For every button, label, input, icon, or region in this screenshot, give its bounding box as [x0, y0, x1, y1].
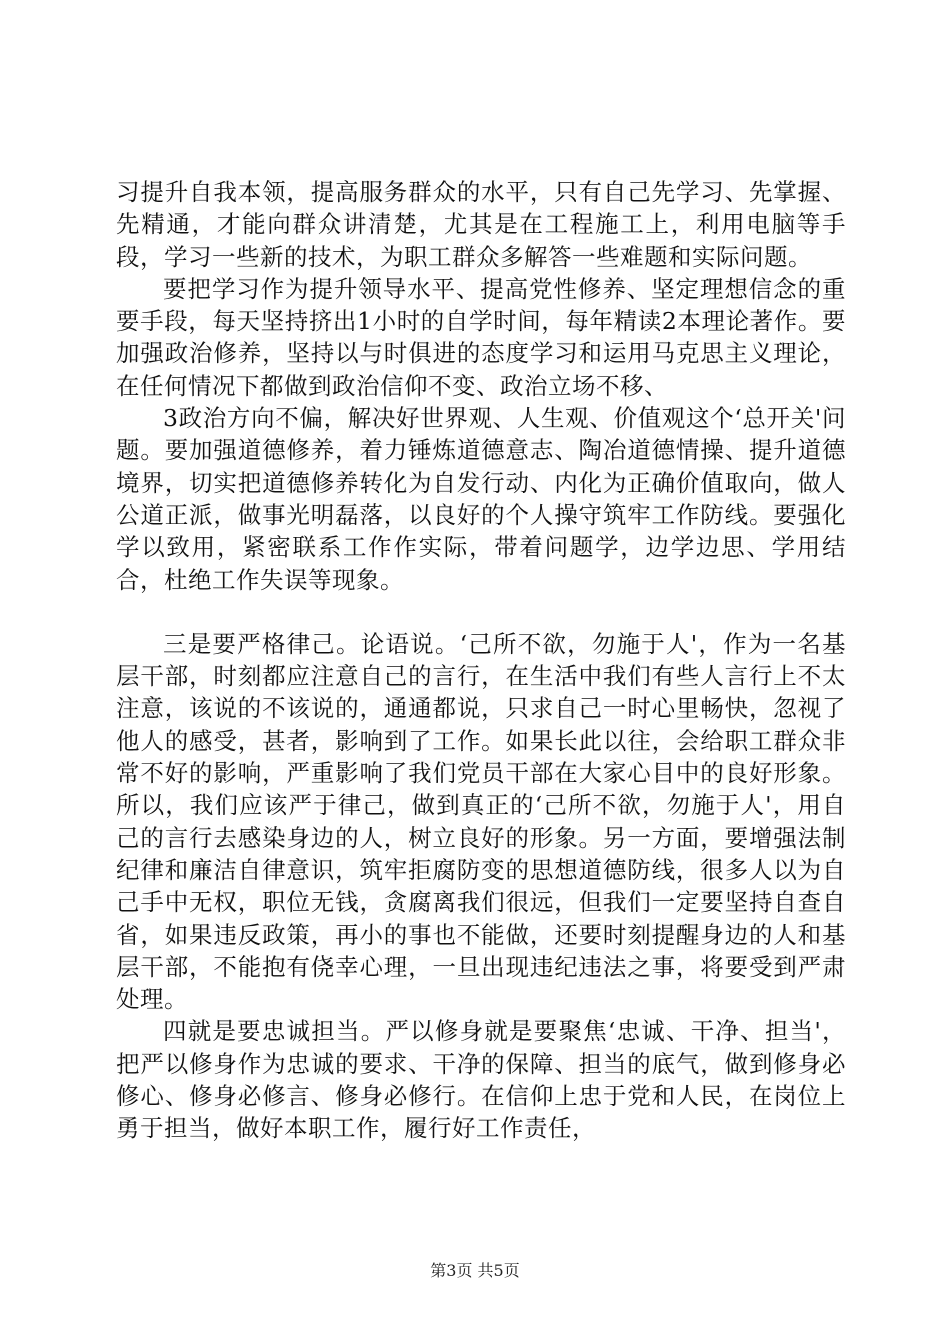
paragraph-4: 三是要严格律己。论语说。‘己所不欲，勿施于人'，作为一名基层干部，时刻都应注意自己的言行，在生活中我们有些人言行上不太注意，该说的不该说的，通通都说，只求自己一时心里畅快，忽视了他人的感受，甚者，影响到了工作。如果长此以往，会给职工群众非常不好的影响，严重影响了我们党员干部在大家心目中的良好形象。所以，我们应该严于律己，做到真正的‘己所不欲，勿施于人'，用自己的言行去感染身边的人，树立良好的形象。另一方面，要增强法制纪律和廉洁自律意识，筑牢拒腐防变的思想道德防线，很多人以为自己手中无权，职位无钱，贪腐离我们很远，但我们一定要坚持自查自省，如果违反政策，再小的事也不能做，还要时刻提醒身边的人和基层干部，不能抱有侥幸心理，一旦出现违纪违法之事，将要受到严肃处理。 — [116, 629, 846, 1014]
paragraph-5: 四就是要忠诚担当。严以修身就是要聚焦‘忠诚、干净、担当'，把严以修身作为忠诚的要求、干净的保障、担当的底气，做到修身必修心、修身必修言、修身必修行。在信仰上忠于党和人民，在岗位上勇于担当，做好本职工作，履行好工作责任， — [116, 1017, 846, 1143]
page-footer: 第3页 共5页 — [430, 1261, 520, 1280]
paragraph-3: 3政治方向不偏，解决好世界观、人生观、价值观这个‘总开关'问题。要加强道德修养，着力锤炼道德意志、陶冶道德情操、提升道德境界，切实把道德修养转化为自发行动、内化为正确价值取向，做人公道正派，做事光明磊落，以良好的个人操守筑牢工作防线。要强化学以致用，紧密联系工作作实际，带着问题学，边学边思、学用结合，杜绝工作失误等现象。 — [116, 404, 846, 594]
paragraph-spacer — [116, 596, 846, 628]
paragraph-2: 要把学习作为提升领导水平、提高党性修养、坚定理想信念的重要手段，每天坚持挤出1小时的自学时间，每年精读2本理论著作。要加强政治修养，坚持以与时俱进的态度学习和运用马克思主义理论，在任何情况下都做到政治信仰不变、政治立场不移、 — [116, 274, 846, 400]
paragraph-1: 习提升自我本领，提高服务群众的水平，只有自己先学习、先掌握、先精通，才能向群众讲清楚，尤其是在工程施工上，利用电脑等手段，学习一些新的技术，为职工群众多解答一些难题和实际问题。 — [116, 178, 846, 271]
document-body — [116, 176, 846, 1145]
